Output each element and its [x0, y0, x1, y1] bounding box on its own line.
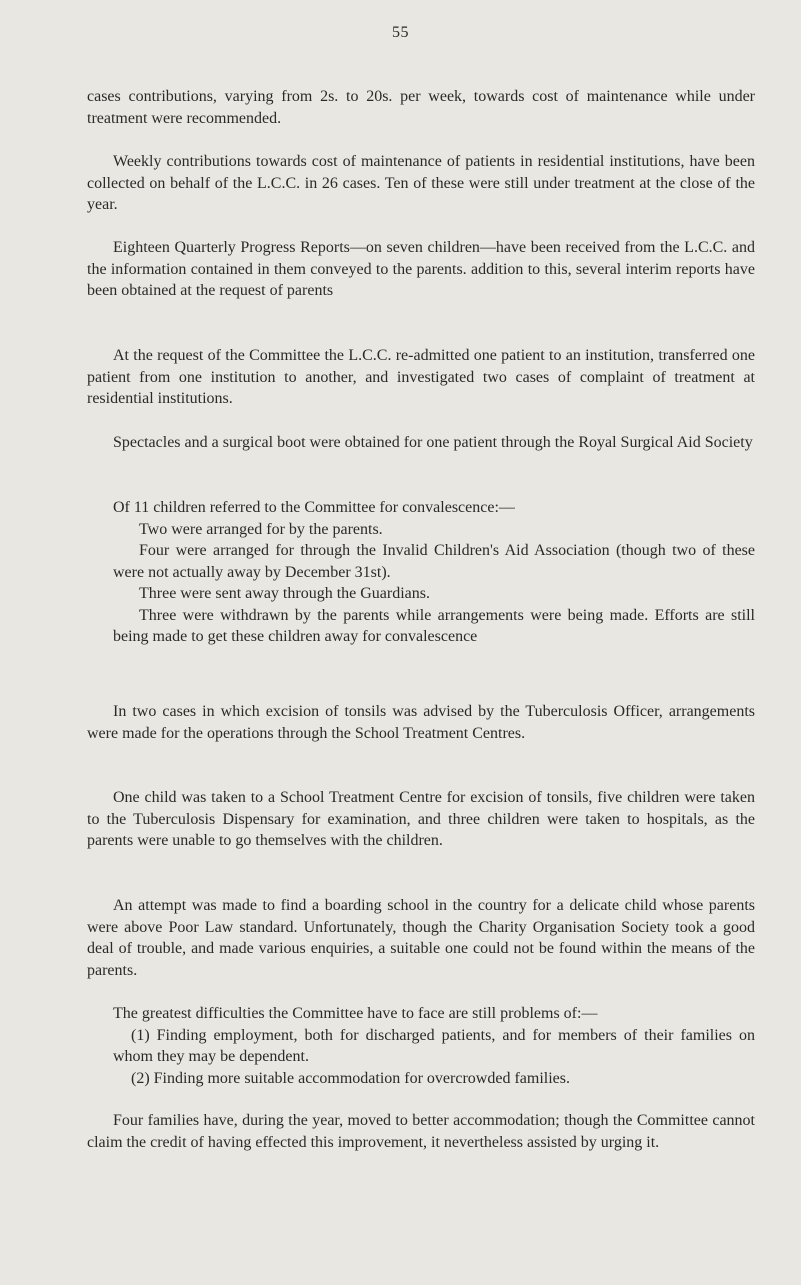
paragraph-7	[87, 701, 755, 744]
list-item: Three were sent away through the Guardians.	[139, 585, 430, 602]
paragraph-text: In two cases in which excision of tonsils was advised by the Tuberculosis Officer, arrangements were made for the operations through the School Treatment Centres.	[87, 703, 755, 742]
paragraph-1	[87, 86, 755, 129]
paragraph-2	[87, 151, 755, 216]
paragraph-text: Spectacles and a surgical boot were obtained for one patient through the Royal Surgical Aid Society	[113, 434, 753, 451]
paragraph-text: At the request of the Committee the L.C.C. re-admitted one patient to an institution, transferred one patient from one institution to another, and investigated two cases of complaint of treatment at residential institutions.	[87, 347, 755, 407]
paragraph-text: Four families have, during the year, moved to better accommodation; though the Committee cannot claim the credit of having effected this improvement, it nevertheless assisted by urging it.	[87, 1112, 755, 1151]
list-item: Four were arranged for through the Invalid Children's Aid Association (though two of these were not actually away by December 31st).	[113, 542, 755, 581]
paragraph-text: Eighteen Quarterly Progress Reports—on seven children—have been received from the L.C.C. and the information contained in them conveyed to the parents. addition to this, several interim reports have been obtained at the request of parents	[87, 239, 755, 299]
paragraph-10	[87, 1003, 755, 1089]
list-item: Two were arranged for by the parents.	[139, 520, 383, 538]
list-item: Three were withdrawn by the parents while arrangements were being made. Efforts are still being made to get these children away for convalescence	[113, 606, 755, 645]
paragraph-intro: Of 11 children referred to the Committee for convalescence:—	[113, 499, 515, 516]
paragraph-8	[87, 787, 755, 852]
paragraph-5	[87, 432, 755, 454]
list-item: (2) Finding more suitable accommodation for overcrowded families.	[131, 1069, 570, 1087]
paragraph-intro: The greatest difficulties the Committee have to face are still problems of:—	[113, 1005, 598, 1022]
paragraph-text: One child was taken to a School Treatment Centre for excision of tonsils, five children were taken to the Tuberculosis Dispensary for examination, and three children were taken to hospitals, as the parents were unable to go themselves with the children.	[87, 789, 755, 849]
paragraph-text: Weekly contributions towards cost of maintenance of patients in residential institutions, have been collected on behalf of the L.C.C. in 26 cases. Ten of these were still under treatment at the close of the year.	[87, 153, 755, 213]
paragraph-text: cases contributions, varying from 2s. to 20s. per week, towards cost of maintenance while under treatment were recommended.	[87, 88, 755, 127]
paragraph-text: An attempt was made to find a boarding school in the country for a delicate child whose parents were above Poor Law standard. Unfortunately, though the Charity Organisation Society took a good deal of trouble, and made various enquiries, a suitable one could not be found within the means of the parents.	[87, 897, 755, 979]
page-number: 55	[392, 24, 409, 41]
paragraph-3	[87, 237, 755, 302]
paragraph-9	[87, 895, 755, 981]
paragraph-6	[87, 497, 755, 648]
list-item: (1) Finding employment, both for discharged patients, and for members of their families on whom they may be dependent.	[113, 1026, 755, 1065]
paragraph-11	[87, 1110, 755, 1153]
paragraph-4	[87, 345, 755, 410]
